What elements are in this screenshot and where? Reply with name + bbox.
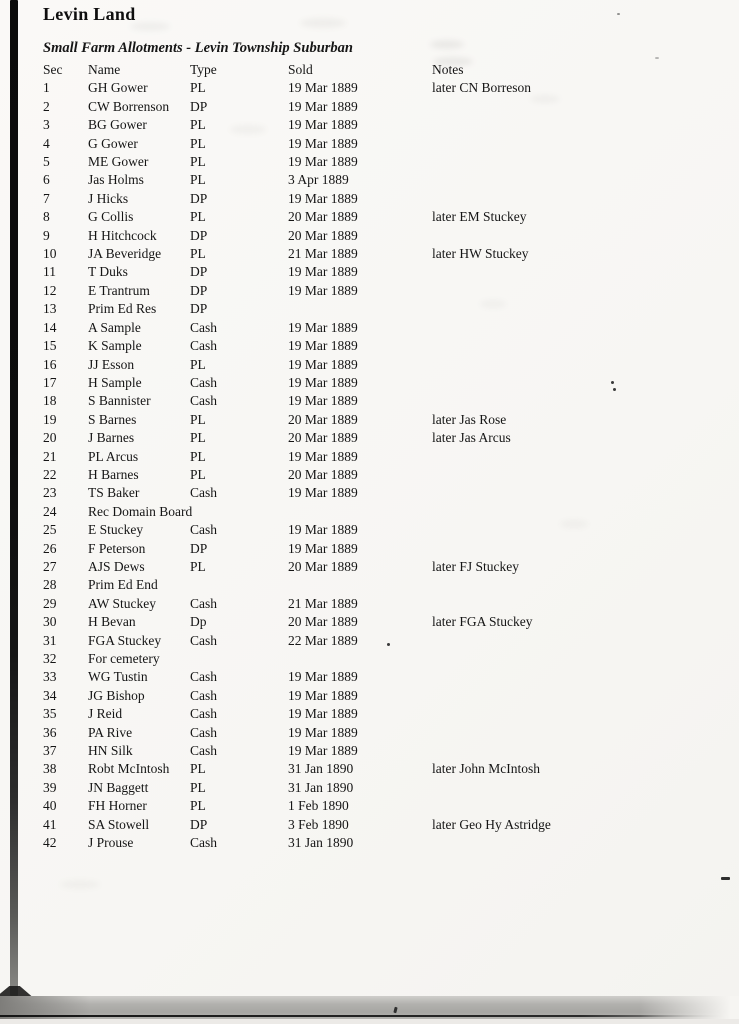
cell-sold: 20 Mar 1889 [288,227,358,243]
header-type: Type [190,62,217,77]
cell-name: J Prouse [88,835,134,851]
cell-type [190,503,288,521]
cell-sec: 5 [43,154,50,170]
cell-type: DP [190,227,208,243]
cell-notes [432,503,713,521]
page-subtitle: Small Farm Allotments - Levin Township Suburban [43,40,353,56]
cell-type: Cash [190,835,217,851]
cell-sec: 29 [43,595,57,611]
table-row [43,742,713,760]
cell-sold: 19 Mar 1889 [288,522,358,538]
cell-notes [432,724,713,742]
cell-sec: 12 [43,282,57,298]
table-row [43,392,713,410]
cell-name: For cemetery [88,651,160,666]
header-notes: Notes [432,62,464,77]
cell-sold: 19 Mar 1889 [288,743,358,759]
cell-type: PL [190,761,206,777]
cell-sec: 15 [43,338,57,354]
cell-type: DP [190,264,208,280]
table-header-row [43,61,713,79]
table-row [43,613,713,631]
cell-notes [432,356,713,374]
cell-sold: 31 Jan 1890 [288,761,354,777]
cell-name: BG Gower [88,117,147,133]
cell-notes [432,392,713,410]
cell-sold: 19 Mar 1889 [288,282,358,298]
cell-sec: 32 [43,651,57,666]
cell-name: J Hicks [88,190,129,206]
scan-band-fade [640,996,739,1019]
cell-sold: 19 Mar 1889 [288,80,358,96]
table-row [43,153,713,171]
cell-notes: later FJ Stuckey [432,558,519,574]
cell-sec: 21 [43,448,57,464]
cell-sold: 20 Mar 1889 [288,430,358,446]
cell-type: Dp [190,614,207,630]
cell-sec: 13 [43,301,57,317]
cell-name: H Sample [88,374,142,390]
cell-sec: 31 [43,632,57,648]
cell-name: H Bevan [88,614,136,630]
cell-sold: 20 Mar 1889 [288,411,358,427]
cell-type: Cash [190,669,217,685]
cell-type: DP [190,98,208,114]
cell-name: JN Baggett [88,779,149,795]
table-row [43,503,713,521]
cell-type: PL [190,558,206,574]
table-row [43,540,713,558]
cell-name: JG Bishop [88,687,145,703]
cell-name: J Reid [88,706,123,722]
cell-sold: 19 Mar 1889 [288,190,358,206]
cell-name: PL Arcus [88,448,139,464]
cell-type: Cash [190,632,217,648]
scan-speck [613,388,616,391]
cell-name: S Barnes [88,411,137,427]
table-row [43,816,713,834]
scan-smudge [530,95,560,103]
cell-notes [432,742,713,760]
cell-name: PA Rive [88,724,133,740]
cell-type: Cash [190,319,217,335]
cell-notes [432,319,713,337]
cell-sold: 21 Mar 1889 [288,595,358,611]
cell-sec: 16 [43,356,57,372]
cell-sold: 21 Mar 1889 [288,246,358,262]
cell-sold [288,576,432,594]
cell-type [190,650,288,668]
cell-sold: 19 Mar 1889 [288,706,358,722]
cell-notes: later Jas Rose [432,411,507,427]
cell-sec: 28 [43,577,57,593]
table-row [43,687,713,705]
cell-type: Cash [190,393,217,409]
cell-notes [432,153,713,171]
cell-type: PL [190,154,206,170]
cell-notes: later Jas Arcus [432,430,511,446]
scan-smudge [230,125,266,134]
cell-name: TS Baker [88,485,140,501]
table-row [43,429,713,447]
allotment-table [43,61,713,852]
cell-sec: 20 [43,430,57,446]
cell-notes [432,595,713,613]
cell-sec: 14 [43,319,57,335]
cell-notes [432,484,713,502]
cell-sold: 19 Mar 1889 [288,485,358,501]
cell-type: Cash [190,522,217,538]
cell-notes [432,466,713,484]
cell-sold: 20 Mar 1889 [288,209,358,225]
cell-type: PL [190,209,206,225]
table-row [43,263,713,281]
cell-notes [432,668,713,686]
cell-sold: 20 Mar 1889 [288,614,358,630]
cell-name: Rec Domain Board [88,503,193,519]
cell-sold: 3 Apr 1889 [288,172,349,188]
cell-name: FGA Stuckey [88,632,162,648]
header-name: Name [88,62,121,77]
scan-speck [387,643,390,646]
cell-sec: 9 [43,227,50,243]
cell-sec: 35 [43,706,57,722]
cell-name: F Peterson [88,540,146,556]
cell-type: PL [190,466,206,482]
cell-type: PL [190,117,206,133]
cell-name: G Gower [88,135,138,151]
cell-type: DP [190,540,208,556]
table-row [43,356,713,374]
cell-sec: 41 [43,816,57,832]
table-row [43,668,713,686]
cell-sec: 23 [43,485,57,501]
table-row [43,337,713,355]
cell-sold: 1 Feb 1890 [288,798,349,814]
cell-type: DP [190,282,208,298]
cell-sec: 27 [43,558,57,574]
scan-bottom-edge-band [0,996,733,1019]
cell-sec: 40 [43,798,57,814]
cell-sold: 19 Mar 1889 [288,669,358,685]
scan-smudge [430,40,464,49]
cell-sold: 19 Mar 1889 [288,393,358,409]
scan-smudge [300,18,346,28]
cell-name: E Stuckey [88,522,144,538]
cell-sold [288,300,432,318]
cell-type: Cash [190,743,217,759]
cell-sec: 25 [43,522,57,538]
cell-sec: 39 [43,779,57,795]
cell-name: AW Stuckey [88,595,157,611]
cell-sec: 2 [43,98,50,114]
cell-name: E Trantrum [88,282,150,298]
table-row [43,705,713,723]
cell-sec: 38 [43,761,57,777]
cell-sec: 30 [43,614,57,630]
cell-sec: 7 [43,190,50,206]
cell-type: PL [190,448,206,464]
cell-notes [432,797,713,815]
scan-speck [655,57,659,59]
scan-smudge [433,57,473,66]
cell-sold: 19 Mar 1889 [288,264,358,280]
table-row [43,760,713,778]
table-row [43,319,713,337]
table-row [43,116,713,134]
cell-sec: 22 [43,466,57,482]
cell-notes [432,98,713,116]
cell-sold: 19 Mar 1889 [288,356,358,372]
cell-sec: 11 [43,264,56,280]
table-row [43,632,713,650]
cell-type: PL [190,779,206,795]
cell-type: PL [190,411,206,427]
cell-sold: 20 Mar 1889 [288,466,358,482]
cell-notes [432,779,713,797]
cell-sec: 37 [43,743,57,759]
cell-sec: 26 [43,540,57,556]
cell-sec: 24 [43,503,57,519]
cell-sec: 42 [43,835,57,851]
cell-name: Prim Ed Res [88,301,157,317]
cell-name: S Bannister [88,393,151,409]
scan-smudge [480,300,506,308]
table-row [43,135,713,153]
cell-name: JA Beveridge [88,246,162,262]
cell-type: PL [190,356,206,372]
cell-notes [432,171,713,189]
cell-sold: 19 Mar 1889 [288,338,358,354]
cell-sold: 19 Mar 1889 [288,98,358,114]
table-row [43,797,713,815]
table-row [43,466,713,484]
scan-smudge [60,880,100,889]
cell-name: AJS Dews [88,558,145,574]
cell-notes [432,116,713,134]
table-row [43,650,713,668]
table-row [43,245,713,263]
table-row [43,484,713,502]
cell-sold: 19 Mar 1889 [288,724,358,740]
table-row [43,227,713,245]
cell-type: PL [190,172,206,188]
cell-sec: 3 [43,117,50,133]
cell-name: J Barnes [88,430,135,446]
cell-notes [432,263,713,281]
cell-notes [432,576,713,594]
cell-name: Robt McIntosh [88,761,170,777]
table-row [43,521,713,539]
cell-sold: 19 Mar 1889 [288,374,358,390]
cell-notes: later John McIntosh [432,761,540,777]
cell-name: FH Horner [88,798,147,814]
table-row [43,834,713,852]
cell-sec: 8 [43,209,50,225]
cell-type: PL [190,430,206,446]
scan-spine-bar [10,0,18,996]
cell-sold: 19 Mar 1889 [288,448,358,464]
table-row [43,595,713,613]
cell-sec: 1 [43,80,50,96]
scan-speck [617,13,620,15]
cell-type: PL [190,135,206,151]
table-row [43,448,713,466]
cell-name: CW Borrenson [88,98,170,114]
cell-notes [432,687,713,705]
cell-notes [432,650,713,668]
cell-sold: 19 Mar 1889 [288,135,358,151]
cell-sec: 17 [43,374,57,390]
table-row [43,190,713,208]
cell-sold: 31 Jan 1890 [288,835,354,851]
page-title: Levin Land [43,4,136,24]
cell-notes: later Geo Hy Astridge [432,816,551,832]
cell-sold: 19 Mar 1889 [288,540,358,556]
cell-name: GH Gower [88,80,148,96]
cell-notes [432,540,713,558]
scan-smudge [130,22,170,31]
cell-type: PL [190,80,206,96]
cell-sold: 19 Mar 1889 [288,154,358,170]
cell-notes [432,337,713,355]
cell-sec: 19 [43,411,57,427]
cell-name: K Sample [88,338,142,354]
cell-notes [432,227,713,245]
cell-name: Prim Ed End [88,577,158,593]
scan-dash-mark [721,877,730,880]
cell-notes: later CN Borreson [432,80,531,96]
table-row [43,98,713,116]
cell-type: Cash [190,338,217,354]
table-row [43,171,713,189]
allotment-table-body [43,79,713,852]
cell-notes [432,632,713,650]
cell-notes [432,705,713,723]
cell-notes [432,374,713,392]
table-row [43,208,713,226]
cell-sold: 19 Mar 1889 [288,319,358,335]
cell-sec: 18 [43,393,57,409]
cell-sec: 6 [43,172,50,188]
cell-notes: later FGA Stuckey [432,614,533,630]
cell-name: Jas Holms [88,172,144,188]
cell-name: G Collis [88,209,134,225]
table-row [43,411,713,429]
cell-sec: 33 [43,669,57,685]
cell-notes [432,300,713,318]
cell-type: PL [190,798,206,814]
cell-name: H Barnes [88,466,139,482]
cell-notes [432,834,713,852]
cell-type: Cash [190,485,217,501]
cell-notes [432,282,713,300]
cell-type: PL [190,246,206,262]
cell-type: Cash [190,724,217,740]
cell-type: Cash [190,706,217,722]
cell-sold: 31 Jan 1890 [288,779,354,795]
cell-name: SA Stowell [88,816,150,832]
cell-sold: 19 Mar 1889 [288,687,358,703]
table-row [43,558,713,576]
scan-below-band [0,1019,739,1024]
cell-name: T Duks [88,264,128,280]
cell-sold: 3 Feb 1890 [288,816,349,832]
cell-notes [432,135,713,153]
cell-name: H Hitchcock [88,227,157,243]
cell-notes [432,190,713,208]
cell-type: Cash [190,374,217,390]
table-row [43,300,713,318]
cell-sold [288,503,432,521]
scan-smudge [560,520,588,528]
table-row [43,779,713,797]
cell-type: Cash [190,595,217,611]
cell-sold: 20 Mar 1889 [288,558,358,574]
cell-name: ME Gower [88,154,149,170]
cell-sold: 22 Mar 1889 [288,632,358,648]
cell-notes: later HW Stuckey [432,246,529,262]
cell-type: DP [190,816,208,832]
cell-sold [288,650,432,668]
scan-speck [611,381,614,384]
cell-sec: 34 [43,687,57,703]
cell-type: DP [190,190,208,206]
table-row [43,576,713,594]
cell-sec: 36 [43,724,57,740]
cell-name: A Sample [88,319,141,335]
cell-type: Cash [190,687,217,703]
cell-sold: 19 Mar 1889 [288,117,358,133]
cell-notes: later EM Stuckey [432,209,527,225]
cell-name: HN Silk [88,743,133,759]
table-row [43,724,713,742]
cell-sec: 10 [43,246,57,262]
table-row [43,282,713,300]
cell-notes [432,448,713,466]
header-sold: Sold [288,62,313,77]
table-row [43,79,713,97]
cell-name: JJ Esson [88,356,135,372]
cell-type [190,576,288,594]
header-sec: Sec [43,62,63,77]
cell-name: WG Tustin [88,669,148,685]
cell-sec: 4 [43,135,50,151]
cell-type: DP [190,301,208,317]
